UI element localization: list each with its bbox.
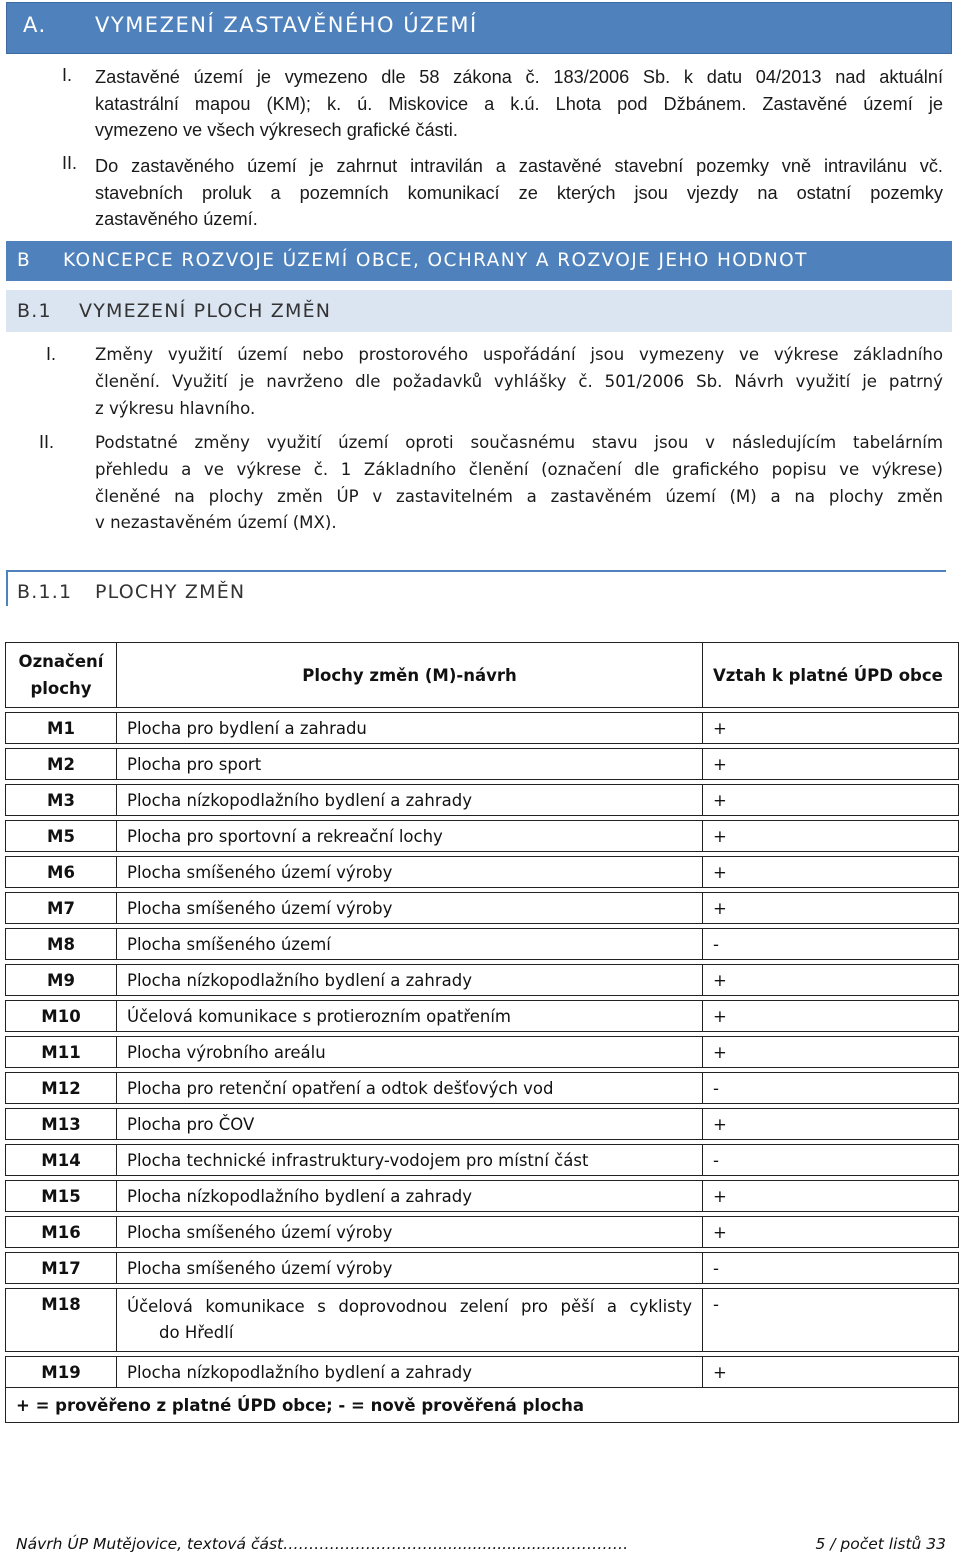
row-code: M1	[6, 713, 117, 744]
row-relation: -	[703, 1073, 959, 1104]
section-a-title: VYMEZENÍ ZASTAVĚNÉHO ÚZEMÍ	[95, 13, 478, 37]
section-b1-item-1-number: I.	[46, 344, 57, 364]
table-header-row	[6, 643, 959, 708]
row-desc: Plocha smíšeného území výroby	[117, 857, 703, 888]
row-code: M14	[6, 1145, 117, 1176]
table-row	[6, 965, 959, 996]
table-row	[6, 1217, 959, 1248]
row-desc: Plocha nízkopodlažního bydlení a zahrady	[117, 785, 703, 816]
table-row	[6, 857, 959, 888]
row-relation: -	[703, 1145, 959, 1176]
table-row	[6, 1001, 959, 1032]
text-line: katastrální mapou (KM); k. ú. Miskovice a k.ú. Lhota pod Džbánem. Zastavěné území je	[95, 93, 943, 114]
row-desc: Plocha nízkopodlažního bydlení a zahrady	[117, 1357, 703, 1388]
text-line: členěné na plochy změn ÚP v zastavitelném a zastavěném území (M) a na plochy změn	[95, 486, 943, 506]
row-code: M11	[6, 1037, 117, 1068]
row-code: M2	[6, 749, 117, 780]
table-row	[6, 713, 959, 744]
row-desc-line-2: do Hředlí	[159, 1323, 234, 1342]
footer-document-title: Návrh ÚP Mutějovice, textová část…………………………..........................…………	[16, 1535, 629, 1553]
section-b1-item-2-number: II.	[39, 432, 55, 452]
text-line: Do zastavěného území je zahrnut intravilán a zastavěné stavební pozemky vně intravilánu vč.	[95, 156, 943, 176]
row-desc: Účelová komunikace s protierozním opatřením	[117, 1001, 703, 1032]
section-b-header	[6, 241, 952, 281]
text-line: Zastavěné území je vymezeno dle 58 zákona č. 183/2006 Sb. k datu 04/2013 nad aktuální	[95, 67, 943, 87]
row-code: M16	[6, 1217, 117, 1248]
row-desc: Plocha smíšeného území výroby	[117, 1253, 703, 1284]
row-desc: Plocha pro sportovní a rekreační lochy	[117, 821, 703, 852]
row-relation: +	[703, 857, 959, 888]
row-relation: -	[703, 1253, 959, 1284]
section-a-header	[6, 2, 952, 54]
section-a-item-1-text	[95, 64, 943, 144]
row-desc: Plocha výrobního areálu	[117, 1037, 703, 1068]
text-line: vymezeno ve všech výkresech grafické části.	[95, 120, 458, 140]
row-relation: +	[703, 713, 959, 744]
header-desc: Plochy změn (M)-návrh	[117, 643, 703, 708]
section-b11-header	[6, 570, 946, 606]
row-code: M13	[6, 1109, 117, 1140]
section-b11-title: PLOCHY ZMĚN	[95, 581, 246, 603]
row-code: M18	[6, 1289, 117, 1352]
text-line: stavebních proluk a pozemních komunikací ze kterých jsou vjezdy na ostatní pozemky	[95, 182, 943, 203]
section-b-letter: B	[17, 250, 32, 271]
section-b1-item-2-text	[95, 430, 943, 537]
text-line: Podstatné změny využití území oproti současnému stavu jsou v následujícím tabelárním	[95, 433, 943, 452]
table-row	[6, 1181, 959, 1212]
section-b-title: KONCEPCE ROZVOJE ÚZEMÍ OBCE, OCHRANY A ROZVOJE JEHO HODNOT	[63, 250, 808, 271]
section-a-item-2-number: II.	[62, 153, 78, 173]
text-line: z výkresu hlavního.	[95, 398, 256, 418]
row-code: M12	[6, 1073, 117, 1104]
table-row	[6, 929, 959, 960]
section-a-item-2-text	[95, 153, 943, 233]
row-code: M8	[6, 929, 117, 960]
row-code: M3	[6, 785, 117, 816]
row-relation: -	[703, 929, 959, 960]
row-desc: Plocha technické infrastruktury-vodojem pro místní část	[117, 1145, 703, 1176]
table-legend-row	[6, 1388, 959, 1423]
table-legend: + = prověřeno z platné ÚPD obce; - = nově prověřená plocha	[6, 1388, 959, 1423]
row-relation: +	[703, 893, 959, 924]
text-line: zastavěného území.	[95, 209, 258, 229]
row-desc: Plocha pro ČOV	[117, 1109, 703, 1140]
table-row	[6, 1037, 959, 1068]
row-code: M7	[6, 893, 117, 924]
text-line: přehledu a ve výkrese č. 1 Základního členění (označení dle grafického popisu ve výkrese)	[95, 459, 943, 479]
row-desc	[117, 1289, 703, 1352]
text-line: v nezastavěném území (MX).	[95, 513, 337, 533]
row-desc: Plocha nízkopodlažního bydlení a zahrady	[117, 965, 703, 996]
table-row	[6, 749, 959, 780]
row-relation: +	[703, 1001, 959, 1032]
row-code: M17	[6, 1253, 117, 1284]
text-line: Změny využití území nebo prostorového uspořádání jsou vymezeny ve výkrese základního	[95, 345, 943, 364]
row-code: M19	[6, 1357, 117, 1388]
row-code: M6	[6, 857, 117, 888]
row-relation: +	[703, 785, 959, 816]
table-row	[6, 785, 959, 816]
row-relation: +	[703, 1357, 959, 1388]
row-relation: +	[703, 965, 959, 996]
row-code: M5	[6, 821, 117, 852]
table-row	[6, 1109, 959, 1140]
row-desc: Plocha pro sport	[117, 749, 703, 780]
row-relation: +	[703, 1037, 959, 1068]
section-b1-header	[6, 290, 952, 332]
table-row	[6, 1145, 959, 1176]
row-desc: Plocha nízkopodlažního bydlení a zahrady	[117, 1181, 703, 1212]
change-areas-table	[5, 642, 959, 1423]
row-code: M9	[6, 965, 117, 996]
row-relation: +	[703, 821, 959, 852]
table-row	[6, 893, 959, 924]
row-desc-line-1: Účelová komunikace s doprovodnou zelení pro pěší a cyklisty	[127, 1297, 692, 1316]
section-b1-item-1-text	[95, 342, 943, 422]
section-a-letter: A.	[23, 13, 47, 37]
row-desc: Plocha smíšeného území	[117, 929, 703, 960]
row-relation: +	[703, 749, 959, 780]
table-row	[6, 1253, 959, 1284]
table-row	[6, 821, 959, 852]
row-desc: Plocha smíšeného území výroby	[117, 1217, 703, 1248]
section-b1-letter: B.1	[17, 300, 52, 322]
header-relation: Vztah k platné ÚPD obce	[703, 643, 959, 708]
table-row	[6, 1289, 959, 1352]
row-code: M10	[6, 1001, 117, 1032]
row-relation: +	[703, 1217, 959, 1248]
section-b1-title: VYMEZENÍ PLOCH ZMĚN	[79, 300, 332, 322]
row-desc: Plocha pro retenční opatření a odtok dešťových vod	[117, 1073, 703, 1104]
row-code: M15	[6, 1181, 117, 1212]
section-b11-letter: B.1.1	[17, 581, 73, 603]
table-row	[6, 1357, 959, 1388]
section-a-item-1-number: I.	[62, 65, 73, 85]
footer-page-number: 5 / počet listů 33	[815, 1535, 946, 1553]
row-relation: +	[703, 1109, 959, 1140]
header-code: Označení plochy	[6, 643, 117, 708]
row-relation: +	[703, 1181, 959, 1212]
row-desc: Plocha smíšeného území výroby	[117, 893, 703, 924]
text-line: členění. Využití je navrženo dle požadavků vyhlášky č. 501/2006 Sb. Návrh využití je patrný	[95, 371, 943, 391]
row-desc: Plocha pro bydlení a zahradu	[117, 713, 703, 744]
row-relation: -	[703, 1289, 959, 1352]
table-row	[6, 1073, 959, 1104]
